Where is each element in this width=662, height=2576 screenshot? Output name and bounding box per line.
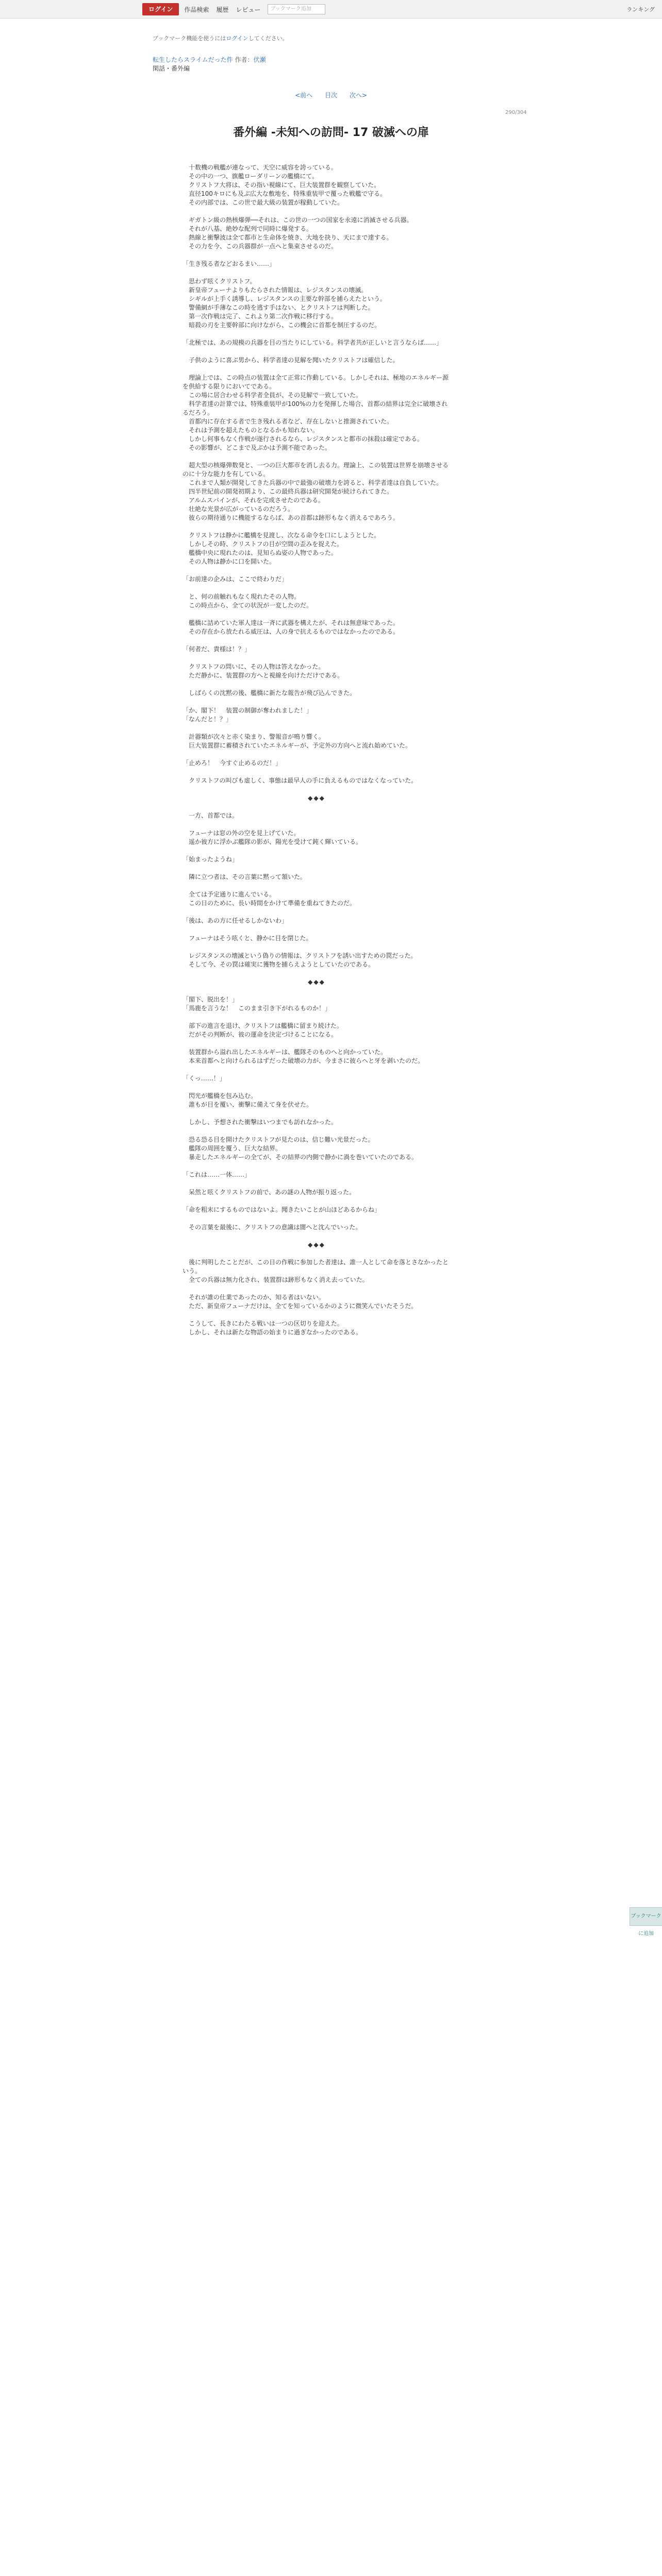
body-paragraph: しばらくの沈黙の後、艦橋に新たな報告が飛び込んできた。 — [183, 689, 356, 697]
notice-suffix: してください。 — [248, 35, 288, 42]
body-paragraph: ◆◆◆ — [308, 978, 325, 986]
body-paragraph — [183, 1013, 451, 1022]
body-paragraph: 装置群から溢れ出したエネルギーは、艦隊そのものへと向かっていた。 — [183, 1048, 387, 1056]
body-paragraph — [183, 584, 451, 592]
body-paragraph: 「生き残る者などおるまい……」 — [183, 260, 276, 267]
body-paragraph: 計器類が次々と赤く染まり、警報音が鳴り響く。 — [183, 733, 325, 740]
body-paragraph — [183, 610, 451, 619]
chapter-title: 番外編 -未知への訪問- 17 破滅への扉 — [233, 126, 429, 139]
body-paragraph: 部下の進言を退け、クリストフは艦橋に留まり続けた。 — [183, 1022, 343, 1029]
body-paragraph — [183, 207, 451, 216]
nav-review-link[interactable]: レビュー — [236, 6, 261, 13]
body-paragraph — [183, 347, 451, 356]
body-paragraph: それが誰の仕業であったのか、知る者はいない。 — [183, 1294, 325, 1301]
body-paragraph: 直径100キロにも及ぶ広大な敷地を、特殊重装甲で覆った戦艦で守る。 — [183, 190, 386, 197]
body-paragraph — [183, 1083, 451, 1092]
prev-chapter-link[interactable]: <前へ — [295, 92, 313, 99]
body-paragraph — [183, 452, 451, 461]
body-paragraph: その力を今、この兵器群が一点へと集束させるのだ。 — [183, 243, 338, 250]
body-paragraph: 暴走したエネルギーの全てが、その結界の内側で静かに渦を巻いていたのである。 — [183, 1154, 418, 1161]
body-paragraph: ◆◆◆ — [308, 1241, 325, 1248]
body-paragraph: 超大型の核爆弾数発と、一つの巨大都市を消し去る力。理論上、この装置は世界を崩壊させるのに十分な能力を有している。 — [183, 462, 449, 478]
body-paragraph — [183, 882, 451, 890]
body-paragraph — [183, 1197, 451, 1206]
body-paragraph: 「なんだと！？」 — [183, 716, 233, 723]
body-paragraph: クリストフ大将は、その指い視線にて、巨大装置群を観察していた。 — [183, 181, 380, 189]
breadcrumb — [153, 56, 266, 73]
body-paragraph: 艦橋に詰めていた軍人達は一斉に武器を構えたが、それは無意味であった。 — [183, 619, 399, 626]
body-paragraph: 呆然と呟くクリストフの前で、あの謎の人物が振り返った。 — [183, 1189, 356, 1196]
body-paragraph: ただ、新皇帝フューナだけは、全てを知っているかのように微笑んでいたそうだ。 — [183, 1302, 418, 1310]
body-paragraph — [183, 1065, 451, 1074]
body-paragraph: 艦隊の周囲を覆う、巨大な結界。 — [183, 1145, 282, 1152]
body-paragraph: それは予測を超えたものとなるかも知れない。 — [183, 427, 319, 434]
body-paragraph — [183, 330, 451, 338]
body-paragraph: 「これは……一体……」 — [183, 1171, 251, 1178]
body-paragraph: その人物は静かに口を開いた。 — [183, 558, 276, 565]
body-paragraph: レジスタンスの壊滅という偽りの情報は、クリストフを誘い出すための罠だった。 — [183, 952, 417, 959]
body-paragraph: ◆◆◆ — [308, 794, 325, 802]
notice-login-link[interactable]: ログイン — [226, 35, 249, 42]
body-paragraph: 科学者達の計算では、特殊重装甲が100%の力を発揮した場合、首都の結界は完全に破壊されるだろう。 — [183, 400, 448, 416]
body-paragraph — [183, 925, 451, 934]
body-paragraph — [183, 522, 451, 531]
body-paragraph: しかしその時、クリストフの目が空間の歪みを捉えた。 — [183, 540, 343, 548]
body-paragraph: だがその判断が、彼の運命を決定づけることになる。 — [183, 1031, 338, 1038]
body-paragraph — [183, 768, 451, 776]
body-paragraph — [183, 155, 451, 163]
body-paragraph — [183, 654, 451, 663]
body-paragraph: 全ての兵器は無力化され、装置群は跡形もなく消え去っていた。 — [183, 1276, 369, 1283]
body-paragraph — [183, 803, 451, 811]
top-navigation-bar — [0, 0, 662, 19]
next-chapter-link[interactable]: 次へ> — [349, 92, 367, 99]
body-paragraph: 「馬鹿を言うな！ このまま引き下がれるものか！」 — [183, 1005, 332, 1012]
body-paragraph: 「命を粗末にするものではないよ。聞きたいことが山ほどあるからね」 — [183, 1206, 381, 1213]
body-paragraph: 子供のように喜ぶ男から、科学者達の見解を聞いたクリストフは確信した。 — [183, 357, 399, 364]
body-paragraph: 全ては予定通りに進んでいる。 — [183, 891, 276, 898]
body-paragraph: 「止めろ！ 今すぐ止めるのだ！」 — [183, 759, 282, 767]
login-button[interactable]: ログイン — [142, 3, 179, 15]
body-paragraph: 「くっ……！」 — [183, 1075, 226, 1082]
body-paragraph: この日のために、長い時間をかけて準備を重ねてきたのだ。 — [183, 900, 356, 907]
body-paragraph: ただ静かに、装置群の方へと視線を向けただけである。 — [183, 672, 344, 679]
body-paragraph: 理論上では、この時点の装置は全て正常に作動している。しかしそれは、極地のエネルギー源を供給する限りにおいてである。 — [183, 374, 449, 390]
body-paragraph: 巨大装置群に蓄積されていたエネルギーが、予定外の方向へと流れ始めていた。 — [183, 742, 412, 749]
body-paragraph: 警備網が手薄なこの時を逃す手はない、とクリストフは判断した。 — [183, 304, 374, 311]
body-paragraph — [183, 820, 451, 829]
body-paragraph — [183, 1284, 451, 1293]
nav-history-link[interactable]: 履歴 — [216, 6, 229, 13]
floating-bookmark-button[interactable]: ブックマークに追加 — [630, 1907, 662, 1926]
body-paragraph — [183, 698, 451, 706]
body-paragraph — [183, 1162, 451, 1171]
body-paragraph: 「後は、あの方に任せるしかないわ」 — [183, 917, 288, 924]
body-paragraph: 恐る恐る目を開けたクリストフが見たのは、信じ難い光景だった。 — [183, 1136, 374, 1143]
body-paragraph — [183, 1127, 451, 1136]
body-paragraph: 誰もが目を覆い、衝撃に備えて身を伏せた。 — [183, 1101, 313, 1108]
body-paragraph: 彼らの期待通りに機能するならば、あの首都は跡形もなく消えるであろう。 — [183, 514, 399, 521]
body-paragraph — [183, 1109, 451, 1118]
body-paragraph — [183, 785, 451, 794]
body-paragraph: そして今、その罠は確実に獲物を捕らえようとしていたのである。 — [183, 961, 375, 968]
toc-link[interactable]: 目次 — [324, 92, 337, 99]
ranking-link[interactable]: ランキング — [626, 6, 655, 13]
body-paragraph — [183, 846, 451, 855]
body-paragraph — [183, 908, 451, 917]
body-paragraph: その影響が、どこまで及ぶかは予測不能であった。 — [183, 444, 331, 451]
login-notice — [153, 34, 288, 42]
body-paragraph: 一方、首都では。 — [183, 812, 239, 819]
body-paragraph — [183, 1179, 451, 1188]
body-paragraph — [183, 251, 451, 260]
top-nav-inner — [142, 0, 325, 19]
body-paragraph: ギガトン級の熱核爆弾──それは、この世の一つの国家を永遠に消滅させる兵器。 — [183, 216, 413, 224]
body-paragraph: 後に判明したことだが、この日の作戦に参加した者達は、誰一人として命を落とさなかったという。 — [183, 1259, 449, 1275]
body-paragraph: その言葉を最後に、クリストフの意識は闇へと沈んでいった。 — [183, 1224, 362, 1231]
body-paragraph: アルムスパインが、それを完成させたのである。 — [183, 497, 325, 504]
body-paragraph — [183, 750, 451, 759]
body-paragraph — [183, 1311, 451, 1319]
body-paragraph — [183, 1232, 451, 1241]
body-paragraph — [183, 268, 451, 277]
body-paragraph: こうして、長きにわたる戦いは一つの区切りを迎えた。 — [183, 1320, 343, 1327]
notice-prefix: ブックマーク機能を使うには — [153, 35, 226, 42]
body-paragraph — [183, 680, 451, 689]
body-paragraph: 「か、閣下！ 装置の制御が奪われました！」 — [183, 707, 313, 714]
body-paragraph: クリストフの問いに、その人物は答えなかった。 — [183, 663, 325, 670]
body-paragraph: 暗殺の刃を主要幹部に向けながら、この機会に首都を制圧するのだ。 — [183, 321, 381, 329]
body-paragraph: 思わず呟くクリストフ。 — [183, 278, 256, 285]
author-info — [235, 56, 266, 63]
body-paragraph: この場に居合わせる科学者全員が、その見解で一致していた。 — [183, 392, 362, 399]
body-paragraph: 「北極では、あの規模の兵器を目の当たりにしている。科学者共が正しいと言うならば……」 — [183, 339, 443, 346]
body-paragraph: それが八基、絶妙な配列で同時に爆発する。 — [183, 225, 313, 232]
chapter-number: 290/304 — [505, 110, 527, 115]
body-paragraph: 第一次作戦は完了、これより第二次作戦に移行する。 — [183, 313, 338, 320]
body-paragraph — [183, 943, 451, 952]
body-paragraph: 遥か彼方に浮かぶ艦隊の影が、陽光を受けて鈍く輝いている。 — [183, 838, 362, 845]
body-paragraph: 隣に立つ者は、その言葉に黙って頷いた。 — [183, 873, 307, 880]
body-paragraph: しかし、それは新たな物語の始まりに過ぎなかったのである。 — [183, 1329, 362, 1336]
body-paragraph: 「閣下、脱出を！」 — [183, 996, 239, 1003]
body-paragraph: シギルが上手く誘導し、レジスタンスの主要な幹部を捕らえたという。 — [183, 295, 386, 302]
body-paragraph — [183, 1039, 451, 1048]
body-paragraph: 「何者だ、貴様は！？」 — [183, 646, 251, 653]
body-paragraph: 新皇帝フューナよりもたらされた情報は、レジスタンスの壊滅。 — [183, 286, 368, 294]
bookmark-add-input[interactable]: ブックマーク追加 — [268, 4, 325, 14]
body-paragraph: フューナはそう呟くと、静かに目を閉じた。 — [183, 935, 312, 942]
body-paragraph: 十数機の戦艦が連なって、天空に威容を誇っている。 — [183, 164, 337, 171]
body-paragraph — [183, 969, 451, 978]
body-paragraph: と、何の前触れもなく現れたその人物。 — [183, 593, 301, 600]
body-paragraph — [183, 1249, 451, 1258]
body-paragraph — [183, 724, 451, 733]
pager-top — [0, 91, 662, 99]
novel-title-link[interactable]: 転生したらスライムだった件 — [153, 56, 233, 63]
body-paragraph — [183, 636, 451, 645]
body-paragraph: フューナは窓の外の空を見上げていた。 — [183, 829, 300, 837]
body-paragraph: クリストフは静かに艦橋を見渡し、次なる命令を口にしようとした。 — [183, 532, 380, 539]
body-paragraph: これまで人類が開発してきた兵器の中で最強の破壊力を誇ると、科学者達は自負していた。 — [183, 479, 443, 486]
body-paragraph: クリストフの叫びも虚しく、事態は最早人の手に負えるものではなくなっていた。 — [183, 777, 418, 784]
section-name: 閑話・番外編 — [153, 65, 190, 72]
body-paragraph — [183, 566, 451, 575]
body-paragraph: しかし、予想された衝撃はいつまでも訪れなかった。 — [183, 1118, 338, 1126]
body-paragraph — [183, 864, 451, 873]
body-paragraph — [183, 365, 451, 374]
body-paragraph: 本来首都へと向けられるはずだった破壊の力が、今まさに彼らへと牙を剥いたのだ。 — [183, 1057, 424, 1064]
author-label: 作者： — [235, 56, 254, 63]
body-paragraph: 熱線と衝撃波は全て都市と生命体を焼き、大地を抉り、天にまで達する。 — [183, 234, 393, 241]
body-paragraph: 閃光が艦橋を包み込む。 — [183, 1092, 257, 1099]
body-paragraph: その内部では、この世で最大級の装置が稼動していた。 — [183, 199, 344, 206]
body-paragraph: 艦橋中央に現れたのは、見知らぬ姿の人物であった。 — [183, 549, 337, 556]
body-paragraph — [183, 1214, 451, 1223]
author-link[interactable]: 伏瀬 — [253, 56, 266, 63]
body-paragraph — [183, 987, 451, 995]
nav-search-link[interactable]: 作品検索 — [184, 6, 209, 13]
body-paragraph: 首都内に存在する者で生き残れる者など、存在しないと推測されていた。 — [183, 418, 393, 425]
body-paragraph: その中の一つ、旗艦ローダリーンの艦橋にて。 — [183, 173, 319, 180]
body-paragraph: 四半世紀前の開発初期より、この最終兵器は研究開発が続けられてきた。 — [183, 488, 393, 495]
body-paragraph: その存在から放たれる威圧は、人の身で抗えるものではなかったのである。 — [183, 628, 400, 635]
body-paragraph: 「始まったようね」 — [183, 856, 239, 863]
body-paragraph: この時点から、全ての状況が一変したのだ。 — [183, 602, 313, 609]
novel-body — [183, 155, 451, 1346]
body-paragraph: 「お前達の企みは、ここで終わりだ」 — [183, 575, 288, 583]
body-paragraph — [183, 1337, 451, 1346]
body-paragraph: しかし何事もなく作戦が遂行されるなら、レジスタンスと都市の抹殺は確定である。 — [183, 435, 423, 443]
body-paragraph: 壮絶な光景が広がっているのだろう。 — [183, 505, 294, 513]
